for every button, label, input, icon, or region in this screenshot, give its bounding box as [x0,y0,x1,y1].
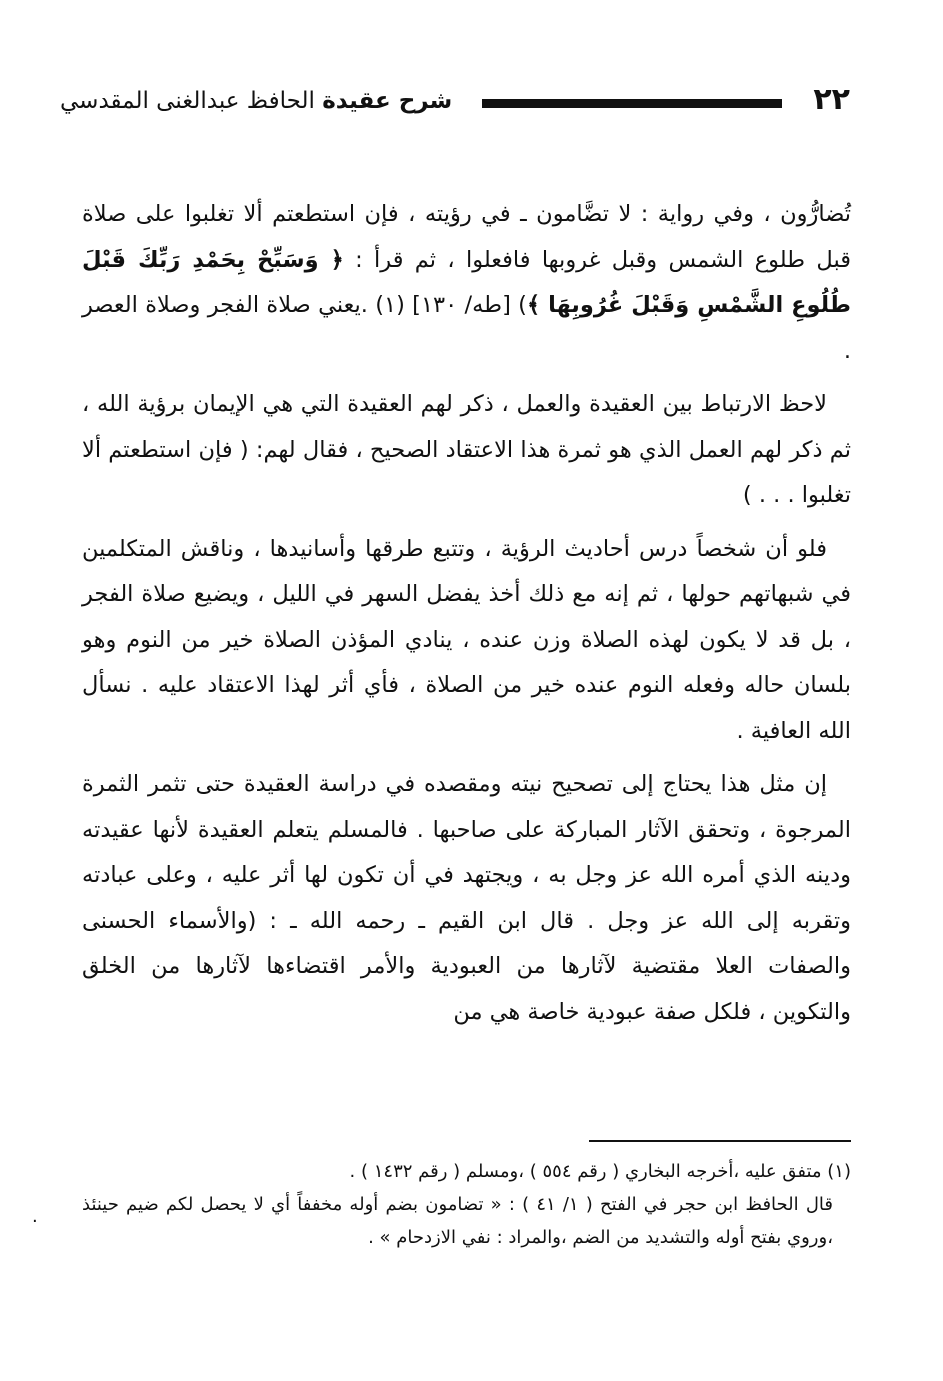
paragraph-2: لاحظ الارتباط بين العقيدة والعمل ، ذكر لهم العقيدة التي هي الإيمان برؤية الله ، ثم ذكر لهم العمل الذي هو ثمرة هذا الاعتقاد الصحيح ، فقال لهم: ( فإن استطعتم ألا تغلبوا . . . ) [82,391,851,508]
running-title [60,88,452,114]
footnote-divider [589,1140,851,1142]
margin-mark: . [32,1206,38,1227]
paragraph-1-text-b: ) [طه/ ١٣٠] (١) .يعني صلاة الفجر وصلاة العصر . [82,292,851,364]
footnotes [82,1155,851,1254]
header-rule [482,99,782,108]
page-number: ٢٢ [813,82,850,117]
running-title-rest: الحافظ عبدالغنى المقدسي [60,88,315,114]
running-title-bold: شرح عقيدة [322,88,453,114]
paragraph-1 [82,192,851,374]
quran-verse: ﴿ وَسَبِّحْ بِحَمْدِ رَبِّكَ قَبْلَ طُلُوعِ الشَّمْسِ وَقَبْلَ غُرُوبِهَا ﴾ [82,246,851,318]
main-text [82,192,851,1043]
paragraph-3: فلو أن شخصاً درس أحاديث الرؤية ، وتتبع طرقها وأسانيدها ، وناقش المتكلمين في شبهاتهم حولها ، ثم إنه مع ذلك أخذ يفضل السهر في الليل ، ويضيع صلاة الفجر ، بل قد لا يكون لهذه الصلاة وزن عنده ، ينادي المؤذن الصلاة خير من النوم وهو بلسان حاله وفعله النوم عنده خير من الصلاة ، فأي أثر لهذا الاعتقاد عليه . نسأل الله العافية . [82,535,851,744]
footnote-1-commentary: قال الحافظ ابن حجر في الفتح ( ١/ ٤١ ) : « تضامون بضم أوله مخففاً أي لا يحصل لكم ضيم حينئذ ،وروي بفتح أوله والتشديد من الضم ،والمراد : نفي الازدحام » . [82,1194,833,1248]
paragraph-4: إن مثل هذا يحتاج إلى تصحيح نيته ومقصده في دراسة العقيدة حتى تثمر الثمرة المرجوة ، وتحقق الآثار المباركة على صاحبها . فالمسلم يتعلم العقيدة لأنها عقيدته ودينه الذي أمره الله عز وجل به ، ويجتهد في أن تكون لها أثر عليه ، وعلى عبادته وتقربه إلى الله عز وجل . قال ابن القيم ـ رحمه الله ـ : (والأسماء الحسنى والصفات العلا مقتضية لآثارها من العبودية والأمر اقتضاءها لآثارها من الخلق والتكوين ، فلكل صفة عبودية خاصة هي من [82,771,851,1025]
paragraph-1-text-a: تُضارُّون ، وفي رواية : لا تضَّامون ـ في رؤيته ، فإن استطعتم ألا تغلبوا على صلاة قبل طلوع الشمس وقبل غروبها فافعلوا ، ثم قرأ : [82,201,851,273]
page-header [60,78,850,128]
footnote-1: (١) متفق عليه ،أخرجه البخاري ( رقم ٥٥٤ ) ،ومسلم ( رقم ١٤٣٢ ) . [349,1161,851,1182]
